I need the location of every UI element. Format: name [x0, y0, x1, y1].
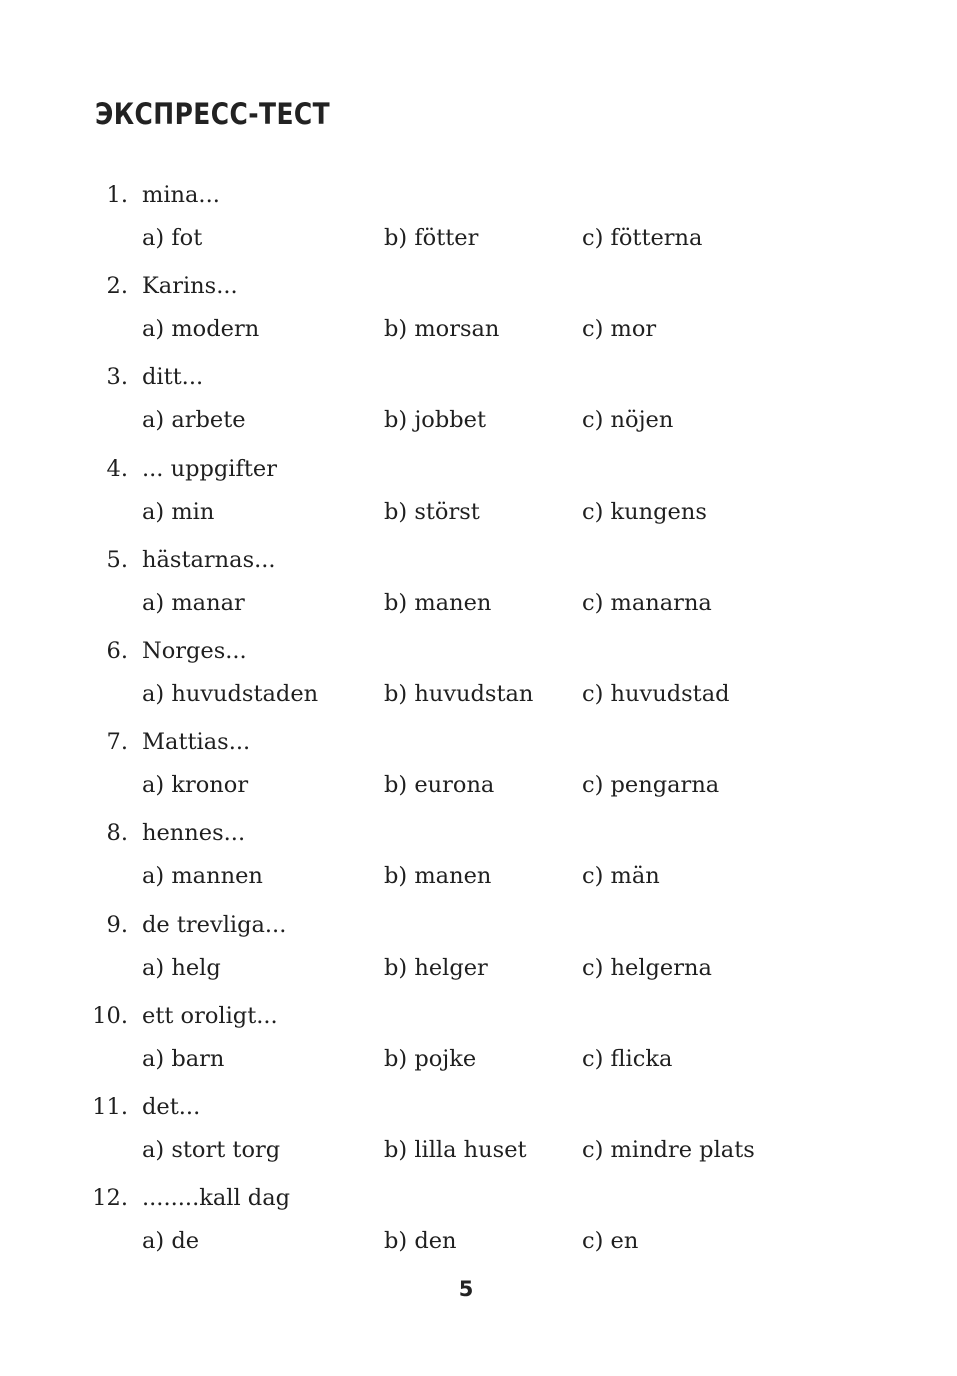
option-c: c) män: [582, 863, 660, 890]
question-number: 4.: [106, 455, 128, 482]
option-a: a) kronor: [142, 772, 249, 799]
option-b: b) huvudstan: [384, 680, 534, 707]
option-a: a) huvudstaden: [142, 680, 319, 707]
option-a: a) mannen: [142, 863, 263, 890]
question-number: 7.: [106, 729, 128, 756]
question-6: [0, 629, 957, 720]
question-stem: hennes...: [142, 820, 246, 847]
option-b: b) helger: [384, 954, 488, 981]
question-stem: Mattias...: [142, 729, 251, 756]
option-c: c) mindre plats: [582, 1136, 755, 1163]
option-b: b) manen: [384, 863, 492, 890]
option-a: a) barn: [142, 1045, 225, 1072]
question-12: [0, 1176, 957, 1267]
question-number: 11.: [92, 1093, 128, 1120]
question-number: 8.: [106, 820, 128, 847]
option-c: c) nöjen: [582, 407, 674, 434]
option-b: b) lilla huset: [384, 1136, 527, 1163]
question-stem: Karins...: [142, 273, 238, 300]
question-7: [0, 720, 957, 811]
page-title: ЭКСПРЕСС-ТЕСТ: [95, 97, 331, 131]
question-number: 3.: [106, 364, 128, 391]
question-list: [0, 173, 957, 1267]
option-c: c) mor: [582, 316, 657, 343]
option-b: b) manen: [384, 589, 492, 616]
question-stem: Norges...: [142, 637, 247, 664]
option-b: b) jobbet: [384, 407, 487, 434]
option-b: b) eurona: [384, 772, 495, 799]
option-b: b) morsan: [384, 316, 500, 343]
question-5: [0, 538, 957, 629]
question-stem: ... uppgifter: [142, 455, 277, 482]
question-number: 9.: [106, 911, 128, 938]
question-stem: hästarnas...: [142, 546, 276, 573]
option-b: b) den: [384, 1228, 457, 1255]
question-stem: ........kall dag: [142, 1185, 291, 1212]
option-a: a) arbete: [142, 407, 246, 434]
question-1: [0, 173, 957, 264]
question-stem: ett oroligt...: [142, 1002, 278, 1029]
question-4: [0, 447, 957, 538]
question-number: 5.: [106, 546, 128, 573]
question-stem: de trevliga...: [142, 911, 287, 938]
question-11: [0, 1085, 957, 1176]
question-number: 1.: [106, 182, 128, 208]
option-a: a) manar: [142, 589, 245, 616]
question-8: [0, 811, 957, 902]
option-c: c) pengarna: [582, 772, 720, 799]
option-a: a) de: [142, 1228, 200, 1255]
option-a: a) fot: [142, 225, 203, 251]
option-b: b) störst: [384, 498, 480, 525]
option-c: c) manarna: [582, 589, 712, 616]
question-stem: ditt...: [142, 364, 204, 391]
question-number: 2.: [106, 273, 128, 300]
option-c: c) huvudstad: [582, 680, 730, 707]
question-stem: mina...: [142, 182, 220, 208]
option-a: a) min: [142, 498, 215, 525]
option-c: c) en: [582, 1228, 639, 1255]
question-2: [0, 264, 957, 355]
option-a: a) modern: [142, 316, 260, 343]
question-number: 6.: [106, 637, 128, 664]
option-c: c) fötterna: [582, 225, 703, 251]
option-c: c) helgerna: [582, 954, 712, 981]
question-3: [0, 355, 957, 446]
option-b: b) pojke: [384, 1045, 477, 1072]
question-9: [0, 903, 957, 994]
option-a: a) stort torg: [142, 1136, 281, 1163]
option-a: a) helg: [142, 954, 221, 981]
question-number: 10.: [92, 1002, 128, 1029]
page-number: 5: [458, 1277, 474, 1301]
option-c: c) kungens: [582, 498, 707, 525]
question-10: [0, 994, 957, 1085]
option-c: c) flicka: [582, 1045, 673, 1072]
question-stem: det...: [142, 1093, 201, 1120]
question-number: 12.: [92, 1185, 128, 1212]
option-b: b) fötter: [384, 225, 479, 251]
